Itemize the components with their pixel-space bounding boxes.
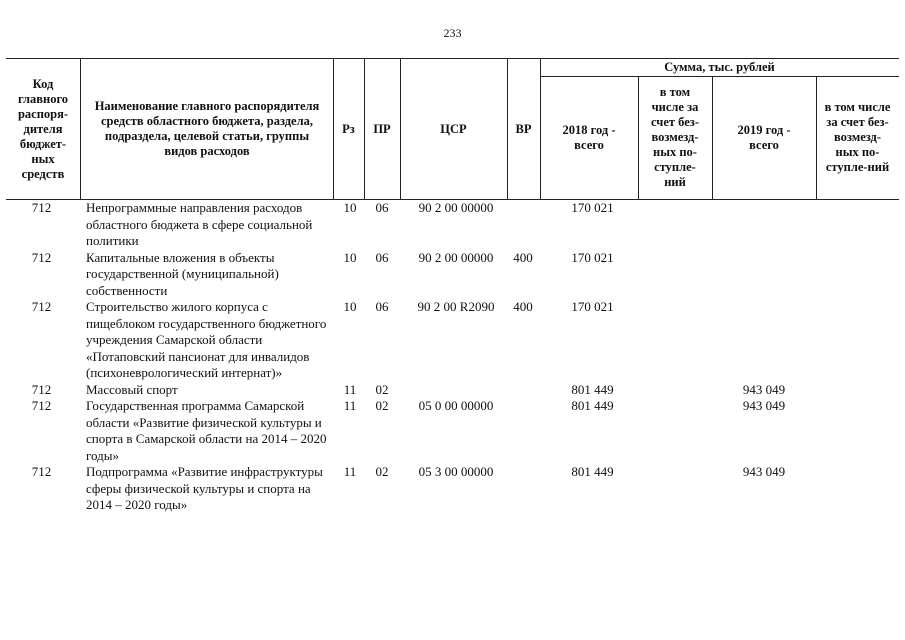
cell-name: Массовый спорт bbox=[86, 381, 178, 397]
cell-code: 712 bbox=[31, 249, 52, 265]
header-sum: Сумма, тыс. рублей bbox=[664, 60, 775, 74]
header-rz: Рз bbox=[342, 121, 355, 136]
cell-sum-2018: 170 021 bbox=[571, 200, 614, 215]
header-pr: ПР bbox=[373, 121, 391, 136]
cell-rz: 10 bbox=[343, 299, 357, 314]
cell-rz: 10 bbox=[343, 249, 357, 265]
table-row bbox=[6, 398, 899, 464]
cell-sum-2019: 943 049 bbox=[742, 464, 786, 479]
cell-name: Государственная программа Самарской области «Развитие физической культуры и спорта в Самарской области на 2014 – 2020 годы» bbox=[86, 398, 327, 463]
header-2018-free: в том числе за счет без-возмезд-ных по-ступле-ний bbox=[651, 85, 699, 189]
header-2018: 2018 год - всего bbox=[562, 122, 616, 152]
cell-code: 712 bbox=[31, 200, 52, 215]
cell-code: 712 bbox=[31, 398, 52, 413]
cell-pr: 02 bbox=[375, 381, 389, 397]
table-body bbox=[6, 200, 899, 514]
cell-rz: 11 bbox=[343, 398, 357, 413]
cell-sum-2018: 801 449 bbox=[571, 381, 614, 397]
cell-vr: 400 bbox=[513, 249, 533, 265]
cell-csr: 90 2 00 00000 bbox=[418, 249, 494, 265]
cell-sum-2018: 801 449 bbox=[571, 398, 614, 413]
cell-sum-2018: 801 449 bbox=[571, 464, 614, 479]
cell-name: Строительство жилого корпуса с пищеблоком государственного бюджетного учреждения Самарской области «Потаповский пансионат для инвалидов (психоневрологический интернат)» bbox=[86, 299, 327, 380]
cell-rz: 11 bbox=[343, 464, 357, 479]
table-row bbox=[6, 299, 899, 382]
cell-sum-2018: 170 021 bbox=[571, 249, 614, 265]
table-row bbox=[6, 464, 899, 514]
header-csr: ЦСР bbox=[440, 121, 467, 136]
header-vr: ВР bbox=[515, 121, 532, 136]
cell-pr: 06 bbox=[375, 299, 389, 314]
header-code: Код главного распоря-дителя бюджет-ных средств bbox=[17, 76, 69, 181]
cell-pr: 02 bbox=[375, 398, 389, 413]
header-name: Наименование главного распорядителя средств областного бюджета, раздела, подраздела, целевой статьи, группы видов расходов bbox=[94, 99, 320, 158]
cell-sum-2019: 943 049 bbox=[742, 381, 786, 397]
cell-rz: 11 bbox=[343, 381, 357, 397]
cell-code: 712 bbox=[31, 299, 52, 314]
table-row bbox=[6, 200, 899, 250]
cell-code: 712 bbox=[31, 381, 52, 397]
table-row bbox=[6, 250, 899, 300]
page-number: 233 bbox=[443, 26, 462, 40]
cell-csr: 05 0 00 00000 bbox=[418, 398, 494, 413]
cell-vr: 400 bbox=[513, 299, 533, 314]
cell-name: Капитальные вложения в объекты государственной (муниципальной) собственности bbox=[86, 249, 279, 298]
cell-csr: 90 2 00 00000 bbox=[418, 200, 494, 215]
cell-pr: 02 bbox=[375, 464, 389, 479]
cell-name: Непрограммные направления расходов областного бюджета в сфере социальной политики bbox=[86, 200, 313, 248]
cell-pr: 06 bbox=[375, 200, 389, 215]
cell-rz: 10 bbox=[343, 200, 357, 215]
cell-code: 712 bbox=[31, 464, 52, 479]
cell-pr: 06 bbox=[375, 249, 389, 265]
cell-name: Подпрограмма «Развитие инфраструктуры сферы физической культуры и спорта на 2014 – 2020 годы» bbox=[86, 464, 323, 512]
header-2019: 2019 год - всего bbox=[737, 122, 791, 152]
cell-sum-2018: 170 021 bbox=[571, 299, 614, 314]
cell-sum-2019: 943 049 bbox=[742, 398, 786, 413]
header-2019-free: в том числе за счет без-возмезд-ных по-ступле-ний bbox=[824, 100, 891, 174]
cell-csr: 90 2 00 R2090 bbox=[417, 299, 495, 314]
cell-csr: 05 3 00 00000 bbox=[418, 464, 494, 479]
table-header bbox=[6, 58, 899, 200]
table-row bbox=[6, 382, 899, 399]
